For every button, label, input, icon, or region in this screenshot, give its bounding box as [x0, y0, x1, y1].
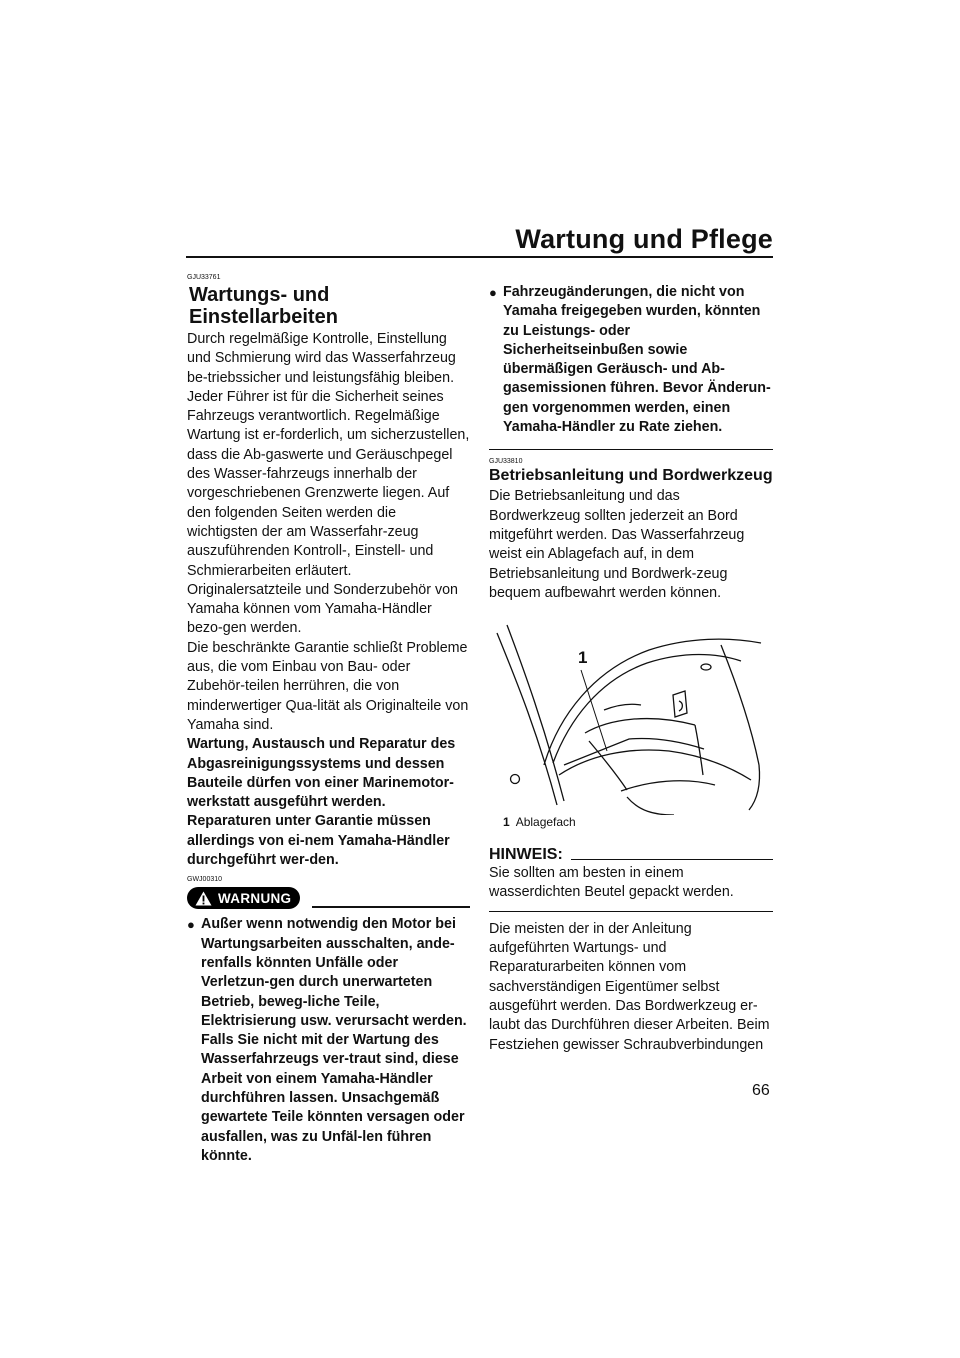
warning-label: WARNUNG	[218, 890, 292, 906]
section-heading: Wartungs- und Einstellarbeiten	[189, 284, 338, 328]
warning-bullet-text: Fahrzeugänderungen, die nicht von Yamaha freigegeben wurden, könnten zu Leistungs- oder Sicherheitseinbußen sowie übermäßigen Geräusch- und Ab-gasemissionen führen. Bevor Änderun-gen vorgenommen werden, einen Yamaha-Händler zu Rate ziehen.	[503, 284, 771, 436]
right-column	[489, 283, 773, 1055]
paragraph-intro: Durch regelmäßige Kontrolle, Einstellung und Schmierung wird das Wasserfahrzeug be-triebssicher und leistungsfähig bleiben. Jeder Führer ist für die Sicherheit seines Fahrzeugs verantwortlich. Regelmäßige Wartung ist er-forderlich, um sicherzustellen, dass die Ab-gaswerte und Geräuschpegel des Wasser-fahrzeugs innerhalb der vorgeschriebenen Grenzwerte liegen. Auf den folgenden Seiten werden die wichtigsten der am Wasserfahr-zeug auszuführenden Kontroll-, Einstell- und Schmierarbeiten erläutert.	[187, 331, 470, 579]
warning-triangle-icon	[195, 891, 212, 906]
warning-bullet	[489, 283, 773, 437]
warning-code: GWJ00310	[187, 876, 223, 884]
warning-badge	[187, 887, 300, 909]
paragraph-storage: Die Betriebsanleitung und das Bordwerkzeug sollten jederzeit an Bord mitgeführt werden. Das Wasserfahrzeug weist ein Ablagefach auf, in dem Betriebsanleitung und Bordwerk-zeug bequem aufbewahrt werden können.	[489, 488, 745, 601]
caption-number: 1	[503, 815, 510, 830]
bullet-dot: ●	[489, 285, 497, 300]
section-code: GJU33810	[489, 458, 523, 466]
page-header	[186, 222, 773, 258]
page-number: 66	[752, 1082, 770, 1099]
warning-bullet	[187, 915, 470, 1166]
note-title: HINWEIS:	[489, 846, 563, 864]
note-header	[489, 846, 773, 864]
warning-bullet-text: Außer wenn notwendig den Motor bei Wartungsarbeiten ausschalten, ande-renfalls könnten Unfälle oder Verletzun-gen durch unerwarteten Betrieb, beweg-liche Teile, Elektrisierung usw. verursacht werden. Falls Sie nicht mit der Wartung des Wasserfahrzeugs ver-traut sind, diese Arbeit von einem Yamaha-Händler durchführen lassen. Unsachgemäß gewartete Teile könnten versagen oder ausfallen, was zu Unfäl-len führen könnte.	[201, 916, 467, 1164]
section-heading: Betriebsanleitung und Bordwerkzeug	[489, 467, 773, 485]
paragraph-maintenance: Die meisten der in der Anleitung aufgeführten Wartungs- und Reparaturarbeiten können vom sachverständigen Eigentümer selbst ausgeführt werden. Das Bordwerkzeug er-laubt das Durchführen dieser Arbeiten. Beim Festziehen gewisser Schraubverbindungen	[489, 920, 770, 1053]
note-rule	[571, 859, 773, 860]
figure-caption	[489, 815, 773, 829]
warning-rule	[312, 906, 470, 908]
paragraph-warranty: Die beschränkte Garantie schließt Probleme aus, die vom Einbau von Bau- oder Zubehör-teilen herrühren, die von minderwertiger Qua-lität als Originalteile von Yamaha sind.	[187, 639, 469, 733]
warning-header	[187, 885, 470, 911]
page-title: Wartung und Pflege	[515, 224, 773, 254]
section-code: GJU33761	[187, 274, 221, 281]
bullet-dot: ●	[187, 917, 195, 933]
note-end-rule	[489, 911, 773, 912]
caption-text: Ablagefach	[515, 815, 576, 830]
note-text: Sie sollten am besten in einem wasserdichten Beutel gepackt werden.	[489, 865, 734, 901]
figure-callout-number: 1	[578, 648, 588, 668]
left-column	[187, 274, 470, 1166]
storage-compartment-drawing	[489, 615, 773, 815]
paragraph-emission-repair: Wartung, Austausch und Reparatur des Abgasreinigungssystems und dessen Bauteile dürfen von einer Marinemotor-werkstatt ausgeführt werden. Reparaturen unter Garantie müssen allerdings von ei-nem Yamaha-Händler durchgeführt wer-den.	[187, 736, 456, 869]
paragraph-parts: Originalersatzteile und Sonderzubehör von Yamaha können vom Yamaha-Händler bezo-gen werden.	[187, 581, 459, 637]
warning-end-rule	[489, 449, 773, 450]
storage-compartment-figure	[489, 615, 773, 815]
